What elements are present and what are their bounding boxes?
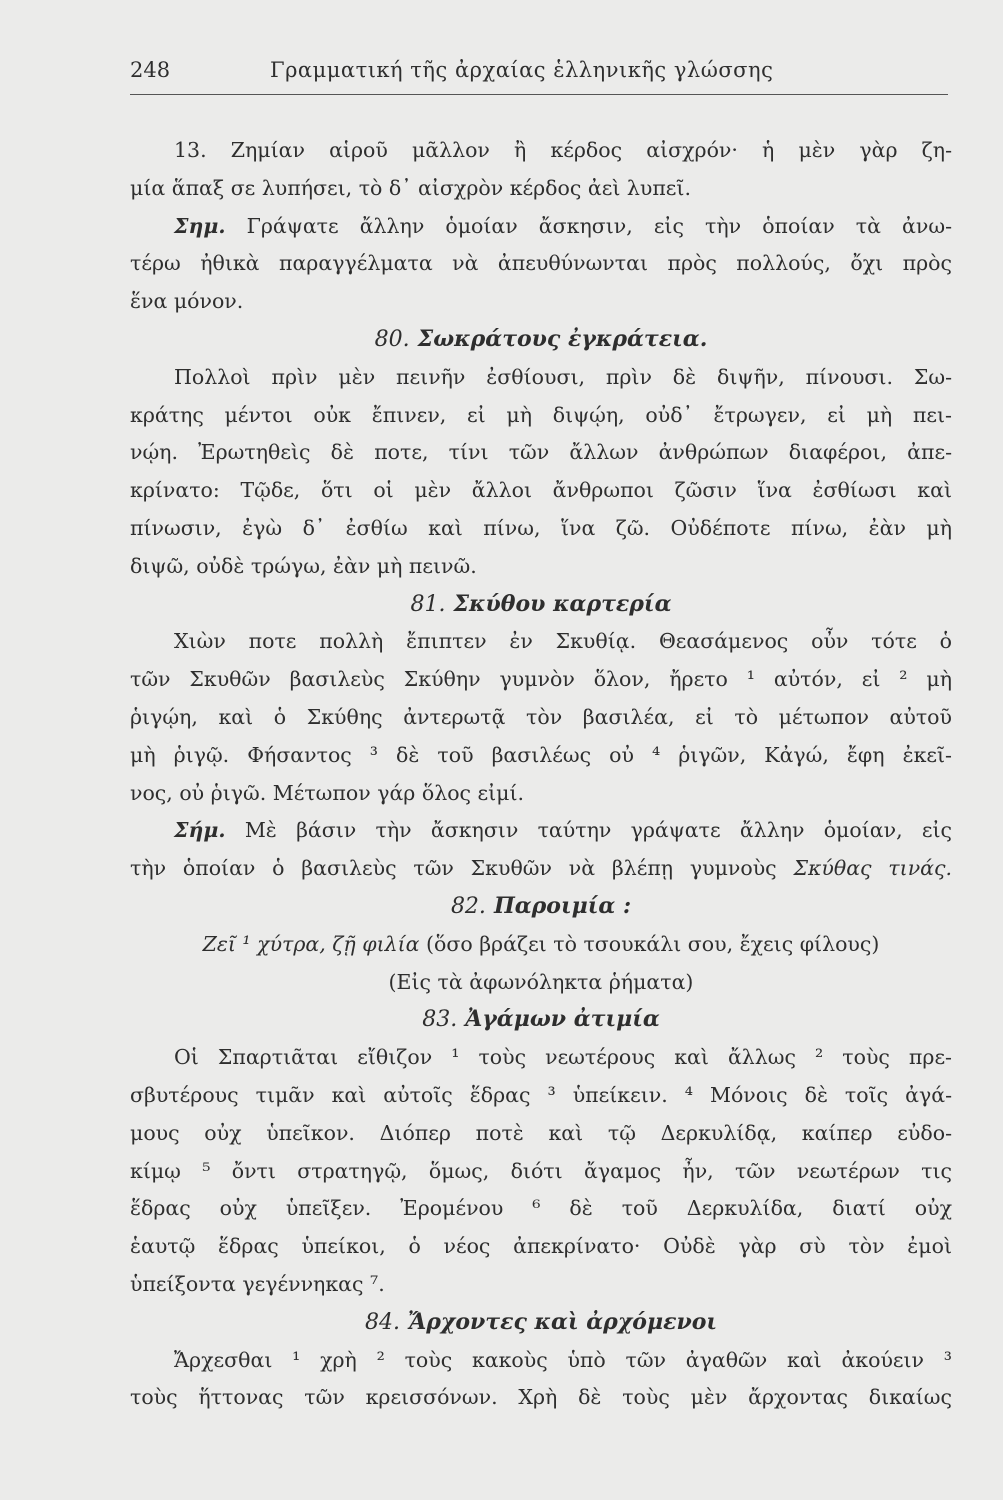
note-text: Μὲ βάσιν τὴν ἄσκησιν ταύτην γράψατε ἄλλην ὁμοίαν, εἰς — [225, 818, 952, 843]
text-line: τέρω ἠθικὰ παραγγέλματα νὰ ἀπευθύνωνται πρὸς πολλούς, ὄχι πρὸς — [130, 251, 952, 276]
note-line — [130, 850, 952, 888]
section-number: 83. — [422, 1007, 458, 1033]
text-line: Ἄρχεσθαι ¹ χρὴ ² τοὺς κακοὺς ὑπὸ τῶν ἀγαθῶν καὶ ἀκούειν ³ — [174, 1347, 952, 1372]
section-number: 81. — [410, 591, 446, 617]
note-text: Γράψατε ἄλλην ὁμοίαν ἄσκησιν, εἰς τὴν ὁποίαν τὰ ἀνω- — [225, 213, 952, 238]
text-line: ὑπείξοντα γεγέννηκας ⁷. — [130, 1271, 385, 1296]
header-rule — [130, 94, 948, 95]
page-number: 248 — [130, 58, 171, 82]
text-line: σβυτέρους τιμᾶν καὶ αὐτοῖς ἕδρας ³ ὑπείκειν. ⁴ Μόνοις δὲ τοῖς ἀγά- — [130, 1082, 952, 1107]
text-line: πίνωσιν, ἐγὼ δ᾽ ἐσθίω καὶ πίνω, ἵνα ζῶ. Οὐδέποτε πίνω, ἐὰν μὴ — [130, 515, 952, 540]
note-label: Σήμ. — [174, 818, 226, 843]
section-number: 84. — [364, 1309, 400, 1335]
text-line: διψῶ, οὐδὲ τρώγω, ἐὰν μὴ πεινῶ. — [130, 553, 477, 578]
section-number: 80. — [374, 326, 410, 352]
proverb-text: Ζεῖ ¹ χύτρα, ζῇ φιλία — [202, 931, 420, 956]
text-line: Οἱ Σπαρτιᾶται εἴθιζον ¹ τοὺς νεωτέρους καὶ ἄλλως ² τοὺς πρε- — [174, 1045, 952, 1070]
running-header — [130, 58, 948, 94]
proverb-note: (Εἰς τὰ ἀφωνόληκτα ῥήματα) — [388, 969, 694, 994]
note-text: τὴν ὁποίαν ὁ βασιλεὺς τῶν Σκυθῶν νὰ βλέπῃ γυμνοὺς — [130, 856, 794, 881]
section-heading — [130, 1001, 952, 1039]
text-line: Χιὼν ποτε πολλὴ ἔπιπτεν ἐν Σκυθίᾳ. Θεασάμενος οὖν τότε ὁ — [174, 629, 952, 654]
text-line: νος, οὐ ῥιγῶ. Μέτωπον γάρ ὅλος εἰμί. — [130, 780, 525, 805]
text-line: 13. Ζημίαν αἱροῦ μᾶλλον ἢ κέρδος αἰσχρόν· ἡ μὲν γὰρ ζη- — [174, 138, 952, 162]
text-line: Πολλοὶ πρὶν μὲν πεινῆν ἐσθίουσι, πρὶν δὲ διψῆν, πίνουσι. Σω- — [174, 364, 952, 389]
page-body — [130, 132, 952, 1417]
section-heading — [130, 888, 952, 926]
text-line: μους οὐχ ὑπεῖκον. Διόπερ ποτὲ καὶ τῷ Δερκυλίδᾳ, καίπερ εὐδο- — [130, 1120, 952, 1145]
text-line: μία ἅπαξ σε λυπήσει, τὸ δ᾽ αἰσχρὸν κέρδος ἀεὶ λυπεῖ. — [130, 175, 691, 200]
note-line — [130, 208, 952, 246]
section-title: Σκύθου καρτερία — [453, 590, 672, 617]
text-line: τοὺς ἥττονας τῶν κρεισσόνων. Χρὴ δὲ τοὺς μὲν ἄρχοντας δικαίως — [130, 1385, 952, 1410]
section-title: Ἀγάμων ἀτιμία — [465, 1006, 660, 1033]
text-line: κρίνατο: Τῷδε, ὅτι οἱ μὲν ἄλλοι ἄνθρωποι ζῶσιν ἵνα ἐσθίωσι καὶ — [130, 478, 952, 503]
text-line: ἕνα μόνον. — [130, 289, 244, 314]
section-heading — [130, 321, 952, 359]
text-line: κίμῳ ⁵ ὄντι στρατηγῷ, ὅμως, διότι ἄγαμος ἦν, τῶν νεωτέρων τις — [130, 1158, 952, 1183]
section-heading — [130, 1304, 952, 1342]
running-title: Γραμματική τῆς ἀρχαίας ἑλληνικῆς γλώσσης — [270, 58, 774, 82]
note-label: Σημ. — [174, 213, 226, 238]
text-line: ῥιγῴη, καὶ ὁ Σκύθης ἀντερωτᾷ τὸν βασιλέα, εἰ τὸ μέτωπον αὐτοῦ — [130, 704, 952, 729]
proverb-line — [130, 926, 952, 964]
text-line: τῶν Σκυθῶν βασιλεὺς Σκύθην γυμνὸν ὅλον, ἤρετο ¹ αὐτόν, εἰ ² μὴ — [130, 667, 952, 692]
text-line: κράτης μέντοι οὐκ ἔπινεν, εἰ μὴ διψῴη, οὐδ᾽ ἔτρωγεν, εἰ μὴ πει- — [130, 402, 952, 427]
section-heading — [130, 586, 952, 624]
text-line: νῴη. Ἐρωτηθεὶς δὲ ποτε, τίνι τῶν ἄλλων ἀνθρώπων διαφέροι, ἀπε- — [130, 440, 952, 465]
section-number: 82. — [450, 893, 486, 919]
note-italic-text: Σκύθας τινάς. — [793, 856, 952, 881]
section-title: Σωκράτους ἐγκράτεια. — [417, 325, 708, 352]
text-line: ἕδρας οὐχ ὑπεῖξεν. Ἐρομένου ⁶ δὲ τοῦ Δερκυλίδα, διατί οὐχ — [130, 1196, 952, 1221]
text-line: ἑαυτῷ ἕδρας ὑπείκοι, ὁ νέος ἀπεκρίνατο· Οὐδὲ γὰρ σὺ τὸν ἐμοὶ — [130, 1234, 952, 1259]
section-title: Παροιμία : — [493, 892, 632, 919]
text-line: μὴ ῥιγῷ. Φήσαντος ³ δὲ τοῦ βασιλέως οὐ ⁴ ῥιγῶν, Κἀγώ, ἔφη ἐκεῖ- — [130, 742, 952, 767]
proverb-translation: (ὅσο βράζει τὸ τσουκάλι σου, ἔχεις φίλους) — [419, 931, 880, 956]
note-line — [130, 812, 952, 850]
section-title: Ἄρχοντες καὶ ἀρχόμενοι — [407, 1308, 718, 1335]
